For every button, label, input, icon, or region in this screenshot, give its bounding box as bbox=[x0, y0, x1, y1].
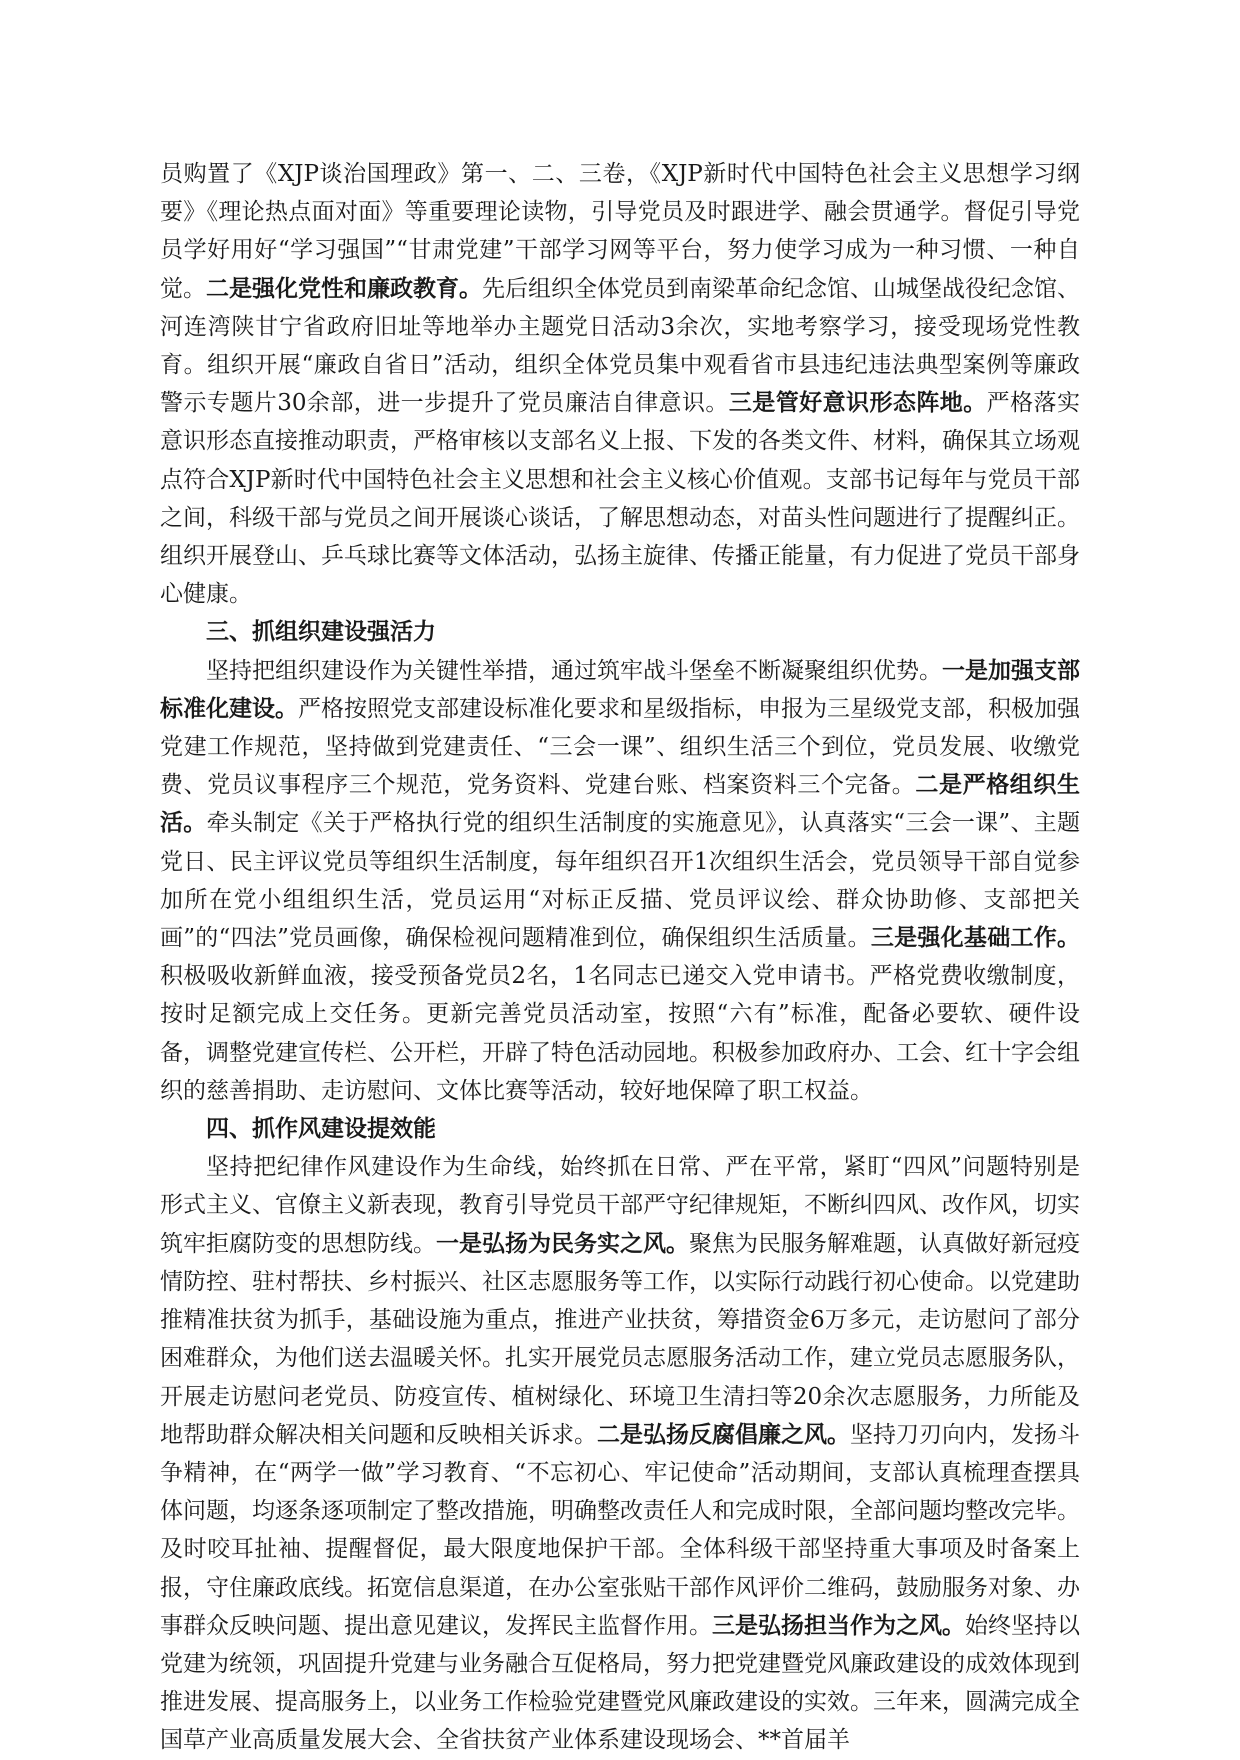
text-run: 员购置了《XJP谈治国理政》第一、二、三卷，《XJP新时代中国特色社会主义思想学习纲要》《理论热点面对面》等重要理论读物，引导党员及时跟进学、融会贯通学。督促引导党员学好用好“学习强国”“甘肃党建”干部学习网等平台，努力使学习成为一种习惯、一种自觉。 bbox=[160, 161, 1080, 302]
text-run: 先后组织全体党员到南梁革命纪念馆、山城堡战役纪念馆、河连湾陕甘宁省政府旧址等地举办主题党日活动3余次，实地考察学习，接受现场党性教育。组织开展“廉政自省日”活动，组织全体党员集中观看省市县违纪违法典型案例等廉政警示专题片30余部，进一步提升了党员廉洁自律意识。 bbox=[160, 275, 1080, 417]
text-run: 坚持刀刃向内，发扬斗争精神，在“两学一做”学习教育、“不忘初心、牢记使命”活动期间，支部认真梳理查摆具体问题，均逐条逐项制定了整改措施，明确整改责任人和完成时限，全部问题均整改完毕。及时咬耳扯袖、提醒督促，最大限度地保护干部。全体科级干部坚持重大事项及时备案上报，守住廉政底线。拓宽信息渠道，在办公室张贴干部作风评价二维码，鼓励服务对象、办事群众反映问题、提出意见建议，发挥民主监督作用。 bbox=[160, 1421, 1080, 1639]
bold-run: 一是加强支部标准化建设。 bbox=[160, 656, 1080, 722]
paragraph-continued bbox=[160, 155, 1080, 613]
text-run: 坚持把组织建设作为关键性举措，通过筑牢战斗堡垒不断凝聚组织优势。 bbox=[206, 657, 942, 684]
text-run: 牵头制定《关于严格执行党的组织生活制度的实施意见》，认真落实“三会一课”、主题党日、民主评议党员等组织生活制度，每年组织召开1次组织生活会，党员领导干部自觉参加所在党小组组织生活，党员运用“对标正反描、党员评议绘、群众协助修、支部把关画”的“四法”党员画像，确保检视问题精准到位，确保组织生活质量。 bbox=[160, 810, 1080, 952]
bold-run: 三是管好意识形态阵地。 bbox=[728, 389, 987, 417]
paragraph-section-4 bbox=[160, 1148, 1080, 1759]
bold-run: 二是严格组织生活。 bbox=[160, 771, 1081, 837]
text-run: 坚持把纪律作风建设作为生命线，始终抓在日常、严在平常，紧盯“四风”问题特别是形式主义、官僚主义新表现，教育引导党员干部严守纪律规矩，不断纠四风、改作风，切实筑牢拒腐防变的思想防线。 bbox=[160, 1154, 1080, 1257]
bold-run: 三是弘扬担当作为之风。 bbox=[712, 1611, 965, 1639]
text-run: 聚焦为民服务解难题，认真做好新冠疫情防控、驻村帮扶、乡村振兴、社区志愿服务等工作，以实际行动践行初心使命。以党建助推精准扶贫为抓手，基础设施为重点，推进产业扶贫，筹措资金6万多元，走访慰问了部分困难群众，为他们送去温暖关怀。扎实开展党员志愿服务活动工作，建立党员志愿服务队，开展走访慰问老党员、防疫宣传、植树绿化、环境卫生清扫等20余次志愿服务，力所能及地帮助群众解决相关问题和反映相关诉求。 bbox=[160, 1230, 1080, 1448]
text-run: 严格按照党支部建设标准化要求和星级指标，申报为三星级党支部，积极加强党建工作规范，坚持做到党建责任、“三会一课”、组织生活三个到位，党员发展、收缴党费、党员议事程序三个规范，党务资料、党建台账、档案资料三个完备。 bbox=[160, 695, 1080, 799]
bold-run: 二是弘扬反腐倡廉之风。 bbox=[597, 1420, 850, 1448]
paragraph-section-3 bbox=[160, 652, 1080, 1110]
section-heading-3: 三、抓组织建设强活力 bbox=[206, 618, 436, 646]
bold-run: 三是强化基础工作。 bbox=[870, 924, 1081, 952]
bold-run: 二是强化党性和廉政教育。 bbox=[206, 274, 482, 302]
document-page bbox=[160, 155, 1080, 1760]
text-run: 始终坚持以党建为统领，巩固提升党建与业务融合互促格局，努力把党建暨党风廉政建设的成效体现到推进发展、提高服务上，以业务工作检验党建暨党风廉政建设的实效。三年来，圆满完成全国草产业高质量发展大会、全省扶贫产业体系建设现场会、**首届羊 bbox=[160, 1612, 1080, 1754]
section-heading-4: 四、抓作风建设提效能 bbox=[206, 1115, 436, 1143]
bold-run: 一是弘扬为民务实之风。 bbox=[436, 1229, 689, 1257]
text-run: 严格落实意识形态直接推动职责，严格审核以支部名义上报、下发的各类文件、材料，确保其立场观点符合XJP新时代中国特色社会主义思想和社会主义核心价值观。支部书记每年与党员干部之间，科级干部与党员之间开展谈心谈话，了解思想动态，对苗头性问题进行了提醒纠正。组织开展登山、乒乓球比赛等文体活动，弘扬主旋律、传播正能量，有力促进了党员干部身心健康。 bbox=[160, 390, 1080, 608]
text-run: 积极吸收新鲜血液，接受预备党员2名，1名同志已递交入党申请书。严格党费收缴制度，按时足额完成上交任务。更新完善党员活动室，按照“六有”标准，配备必要软、硬件设备，调整党建宣传栏、公开栏，开辟了特色活动园地。积极参加政府办、工会、红十字会组织的慈善捐助、走访慰问、文体比赛等活动，较好地保障了职工权益。 bbox=[160, 963, 1080, 1104]
